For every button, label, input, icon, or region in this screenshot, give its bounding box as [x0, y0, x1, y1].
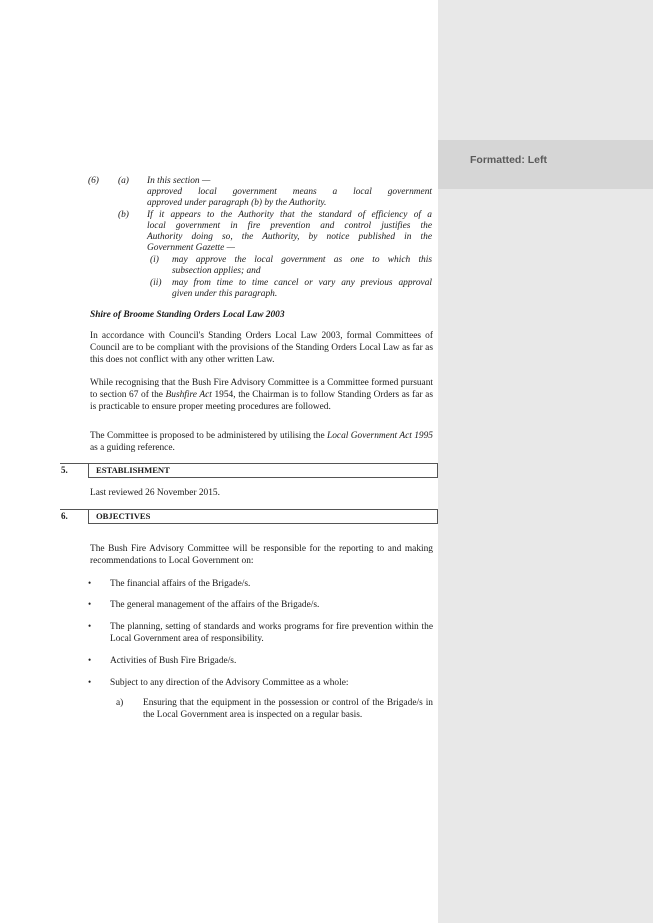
section-6-intro: The Bush Fire Advisory Committee will be responsible for the reporting to and making recommendations to Local Government on: — [90, 544, 433, 567]
list-item: The general management of the affairs of the Brigade/s. — [110, 600, 320, 610]
item-ii-line-2: given under this paragraph. — [172, 289, 278, 299]
bullet-icon: • — [88, 677, 92, 687]
section-6-title: OBJECTIVES — [96, 511, 151, 521]
standing-orders-paragraph-3: The Committee is proposed to be administered by utilising the Local Government Act 1995 as a guiding reference. — [90, 431, 433, 454]
para-b-label: (b) — [118, 210, 129, 220]
para-b-line-2: local government in fire prevention and control justifies the — [147, 221, 432, 231]
item-i-label: (i) — [150, 255, 159, 265]
item-i-line-2: subsection applies; and — [172, 266, 261, 276]
list-item: Subject to any direction of the Advisory Committee as a whole: — [110, 678, 349, 688]
para-a-definition-1: approved local government means a local government — [147, 187, 432, 197]
sub-item-a-text: Ensuring that the equipment in the possession or control of the Brigade/s in the Local Government area is inspected on a regular basis. — [143, 698, 433, 721]
sub-item-a-label: a) — [116, 698, 124, 708]
list-item: The financial affairs of the Brigade/s. — [110, 579, 251, 589]
section-5-title: ESTABLISHMENT — [96, 465, 170, 475]
para-b-line-1: If it appears to the Authority that the standard of efficiency of a — [147, 210, 432, 220]
list-item: Activities of Bush Fire Brigade/s. — [110, 656, 237, 666]
bullet-icon: • — [88, 621, 92, 631]
section-5-heading — [61, 463, 438, 478]
section-5-number: 5. — [61, 465, 68, 475]
comment-label: Formatted: Left — [470, 154, 547, 166]
section-5-text: Last reviewed 26 November 2015. — [90, 488, 220, 498]
list-item: The planning, setting of standards and works programs for fire prevention within the Local Government area of responsibility. — [110, 622, 433, 645]
para-a-definition-2: approved under paragraph (b) by the Authority. — [147, 198, 327, 208]
para-b-line-3: Authority doing so, the Authority, by notice published in the — [147, 232, 432, 242]
para-b-line-4: Government Gazette — — [147, 243, 236, 253]
standing-orders-paragraph-1: In accordance with Council's Standing Orders Local Law 2003, formal Committees of Council are to be compliant with the provisions of the Standing Orders Local Law as far as this does not conflict with any other written Law. — [90, 331, 433, 366]
para-a-intro: In this section — — [147, 176, 211, 186]
subsection-number: (6) — [88, 176, 99, 186]
para-a-label: (a) — [118, 176, 129, 186]
comment-balloon[interactable] — [438, 140, 653, 189]
standing-orders-paragraph-2: While recognising that the Bush Fire Advisory Committee is a Committee formed pursuant to section 67 of the Bushfire Act 1954, the Chairman is to follow Standing Orders as far as is practicable to ensure proper meeting procedures are followed. — [90, 378, 433, 413]
item-i-line-1: may approve the local government as one to which this — [172, 255, 432, 265]
standing-orders-title: Shire of Broome Standing Orders Local Law 2003 — [90, 310, 285, 320]
bullet-icon: • — [88, 599, 92, 609]
item-ii-label: (ii) — [150, 278, 162, 288]
comment-pane — [438, 0, 653, 923]
bullet-icon: • — [88, 578, 92, 588]
bullet-icon: • — [88, 655, 92, 665]
item-ii-line-1: may from time to time cancel or vary any previous approval — [172, 278, 432, 288]
section-6-number: 6. — [61, 511, 68, 521]
section-6-heading — [61, 509, 438, 524]
